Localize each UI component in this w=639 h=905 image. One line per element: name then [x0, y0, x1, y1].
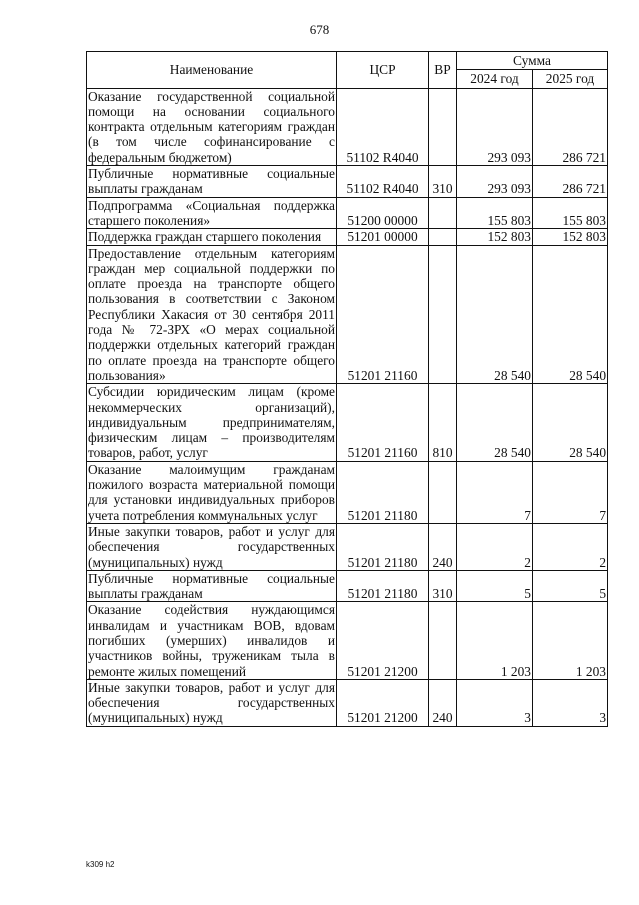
table-row: [87, 245, 608, 384]
header-sum: Сумма: [457, 52, 608, 70]
table-row: [87, 88, 608, 165]
table-row: [87, 197, 608, 229]
row-sum-2024: 1 203: [457, 602, 533, 679]
row-csr: 51201 21160: [337, 245, 429, 384]
row-csr: 51201 21160: [337, 384, 429, 461]
row-csr: 51200 00000: [337, 197, 429, 229]
row-name: Предоставление отдельным категориям граждан мер социальной поддержки по оплате проезда на транспорте общего пользования в соответствии с Законом Республики Хакасия от 30 сентября 2011 года № 72-ЗРХ «О мерах социальной поддержки отдельных категорий граждан по оплате проезда на транспорте общего пользования»: [88, 245, 335, 383]
row-vr: 240: [429, 679, 457, 726]
row-name: Публичные нормативные социальные выплаты гражданам: [88, 166, 335, 197]
budget-table: [86, 51, 608, 727]
row-name: Поддержка граждан старшего поколения: [87, 229, 337, 245]
row-sum-2025: 2: [533, 523, 608, 570]
row-vr: [429, 88, 457, 165]
header-csr: ЦСР: [337, 52, 429, 89]
table-row: [87, 461, 608, 523]
row-csr: 51201 21180: [337, 570, 429, 602]
row-vr: [429, 461, 457, 523]
row-csr: 51201 00000: [337, 229, 429, 245]
row-sum-2024: 293 093: [457, 166, 533, 198]
table-row: [87, 570, 608, 602]
header-name: Наименование: [87, 52, 337, 89]
row-sum-2025: 28 540: [533, 384, 608, 461]
table-row: [87, 602, 608, 679]
table-row: [87, 384, 608, 461]
row-sum-2024: 7: [457, 461, 533, 523]
row-vr: 240: [429, 523, 457, 570]
row-name: Субсидии юридическим лицам (кроме некоммерческих организаций), индивидуальным предпринимателям, физическим лицам – производителям товаров, работ, услуг: [88, 384, 335, 461]
header-year-2025: 2025 год: [533, 70, 608, 88]
row-sum-2024: 152 803: [457, 229, 533, 245]
row-vr: [429, 229, 457, 245]
row-name: Оказание содействия нуждающимся инвалидам и участникам ВОВ, вдовам погибших (умерших) инвалидов и участников войны, труженикам тыла в ремонте жилых помещений: [88, 602, 335, 679]
row-sum-2025: 7: [533, 461, 608, 523]
row-name: Публичные нормативные социальные выплаты гражданам: [88, 570, 335, 602]
table-row: [87, 679, 608, 726]
header-vr: ВР: [429, 52, 457, 89]
table-row: [87, 166, 608, 198]
row-csr: 51201 21180: [337, 461, 429, 523]
row-sum-2024: 3: [457, 679, 533, 726]
table-row: [87, 229, 608, 245]
row-csr: 51201 21200: [337, 679, 429, 726]
header-year-2024: 2024 год: [457, 70, 533, 88]
row-vr: 310: [429, 570, 457, 602]
row-csr: 51102 R4040: [337, 166, 429, 198]
table-header: [87, 52, 608, 89]
row-sum-2025: 152 803: [533, 229, 608, 245]
row-name: Иные закупки товаров, работ и услуг для обеспечения государственных (муниципальных) нужд: [88, 523, 335, 570]
row-name: Иные закупки товаров, работ и услуг для обеспечения государственных (муниципальных) нужд: [88, 679, 335, 726]
row-vr: 810: [429, 384, 457, 461]
page-number: 678: [309, 22, 330, 37]
row-sum-2025: 155 803: [533, 197, 608, 229]
row-name: Оказание малоимущим гражданам пожилого возраста материальной помощи для установки индивидуальных приборов учета потребления коммунальных услуг: [88, 461, 335, 523]
row-vr: [429, 602, 457, 679]
footer-code: k309 h2: [86, 860, 115, 869]
row-sum-2025: 286 721: [533, 88, 608, 165]
row-sum-2024: 155 803: [457, 197, 533, 229]
row-sum-2025: 286 721: [533, 166, 608, 198]
row-name: Подпрограмма «Социальная поддержка старшего поколения»: [88, 197, 335, 228]
row-sum-2025: 3: [533, 679, 608, 726]
row-sum-2024: 28 540: [457, 384, 533, 461]
row-csr: 51201 21200: [337, 602, 429, 679]
row-sum-2024: 28 540: [457, 245, 533, 384]
row-csr: 51102 R4040: [337, 88, 429, 165]
row-vr: 310: [429, 166, 457, 198]
table-body: [87, 88, 608, 726]
row-sum-2025: 28 540: [533, 245, 608, 384]
row-csr: 51201 21180: [337, 523, 429, 570]
row-sum-2025: 1 203: [533, 602, 608, 679]
row-sum-2024: 293 093: [457, 88, 533, 165]
row-sum-2025: 5: [533, 570, 608, 602]
table-row: [87, 523, 608, 570]
row-sum-2024: 5: [457, 570, 533, 602]
row-sum-2024: 2: [457, 523, 533, 570]
row-name: Оказание государственной социальной помощи на основании социального контракта отдельным категориям граждан (в том числе софинансирование с федеральным бюджетом): [88, 88, 335, 165]
row-vr: [429, 197, 457, 229]
row-vr: [429, 245, 457, 384]
